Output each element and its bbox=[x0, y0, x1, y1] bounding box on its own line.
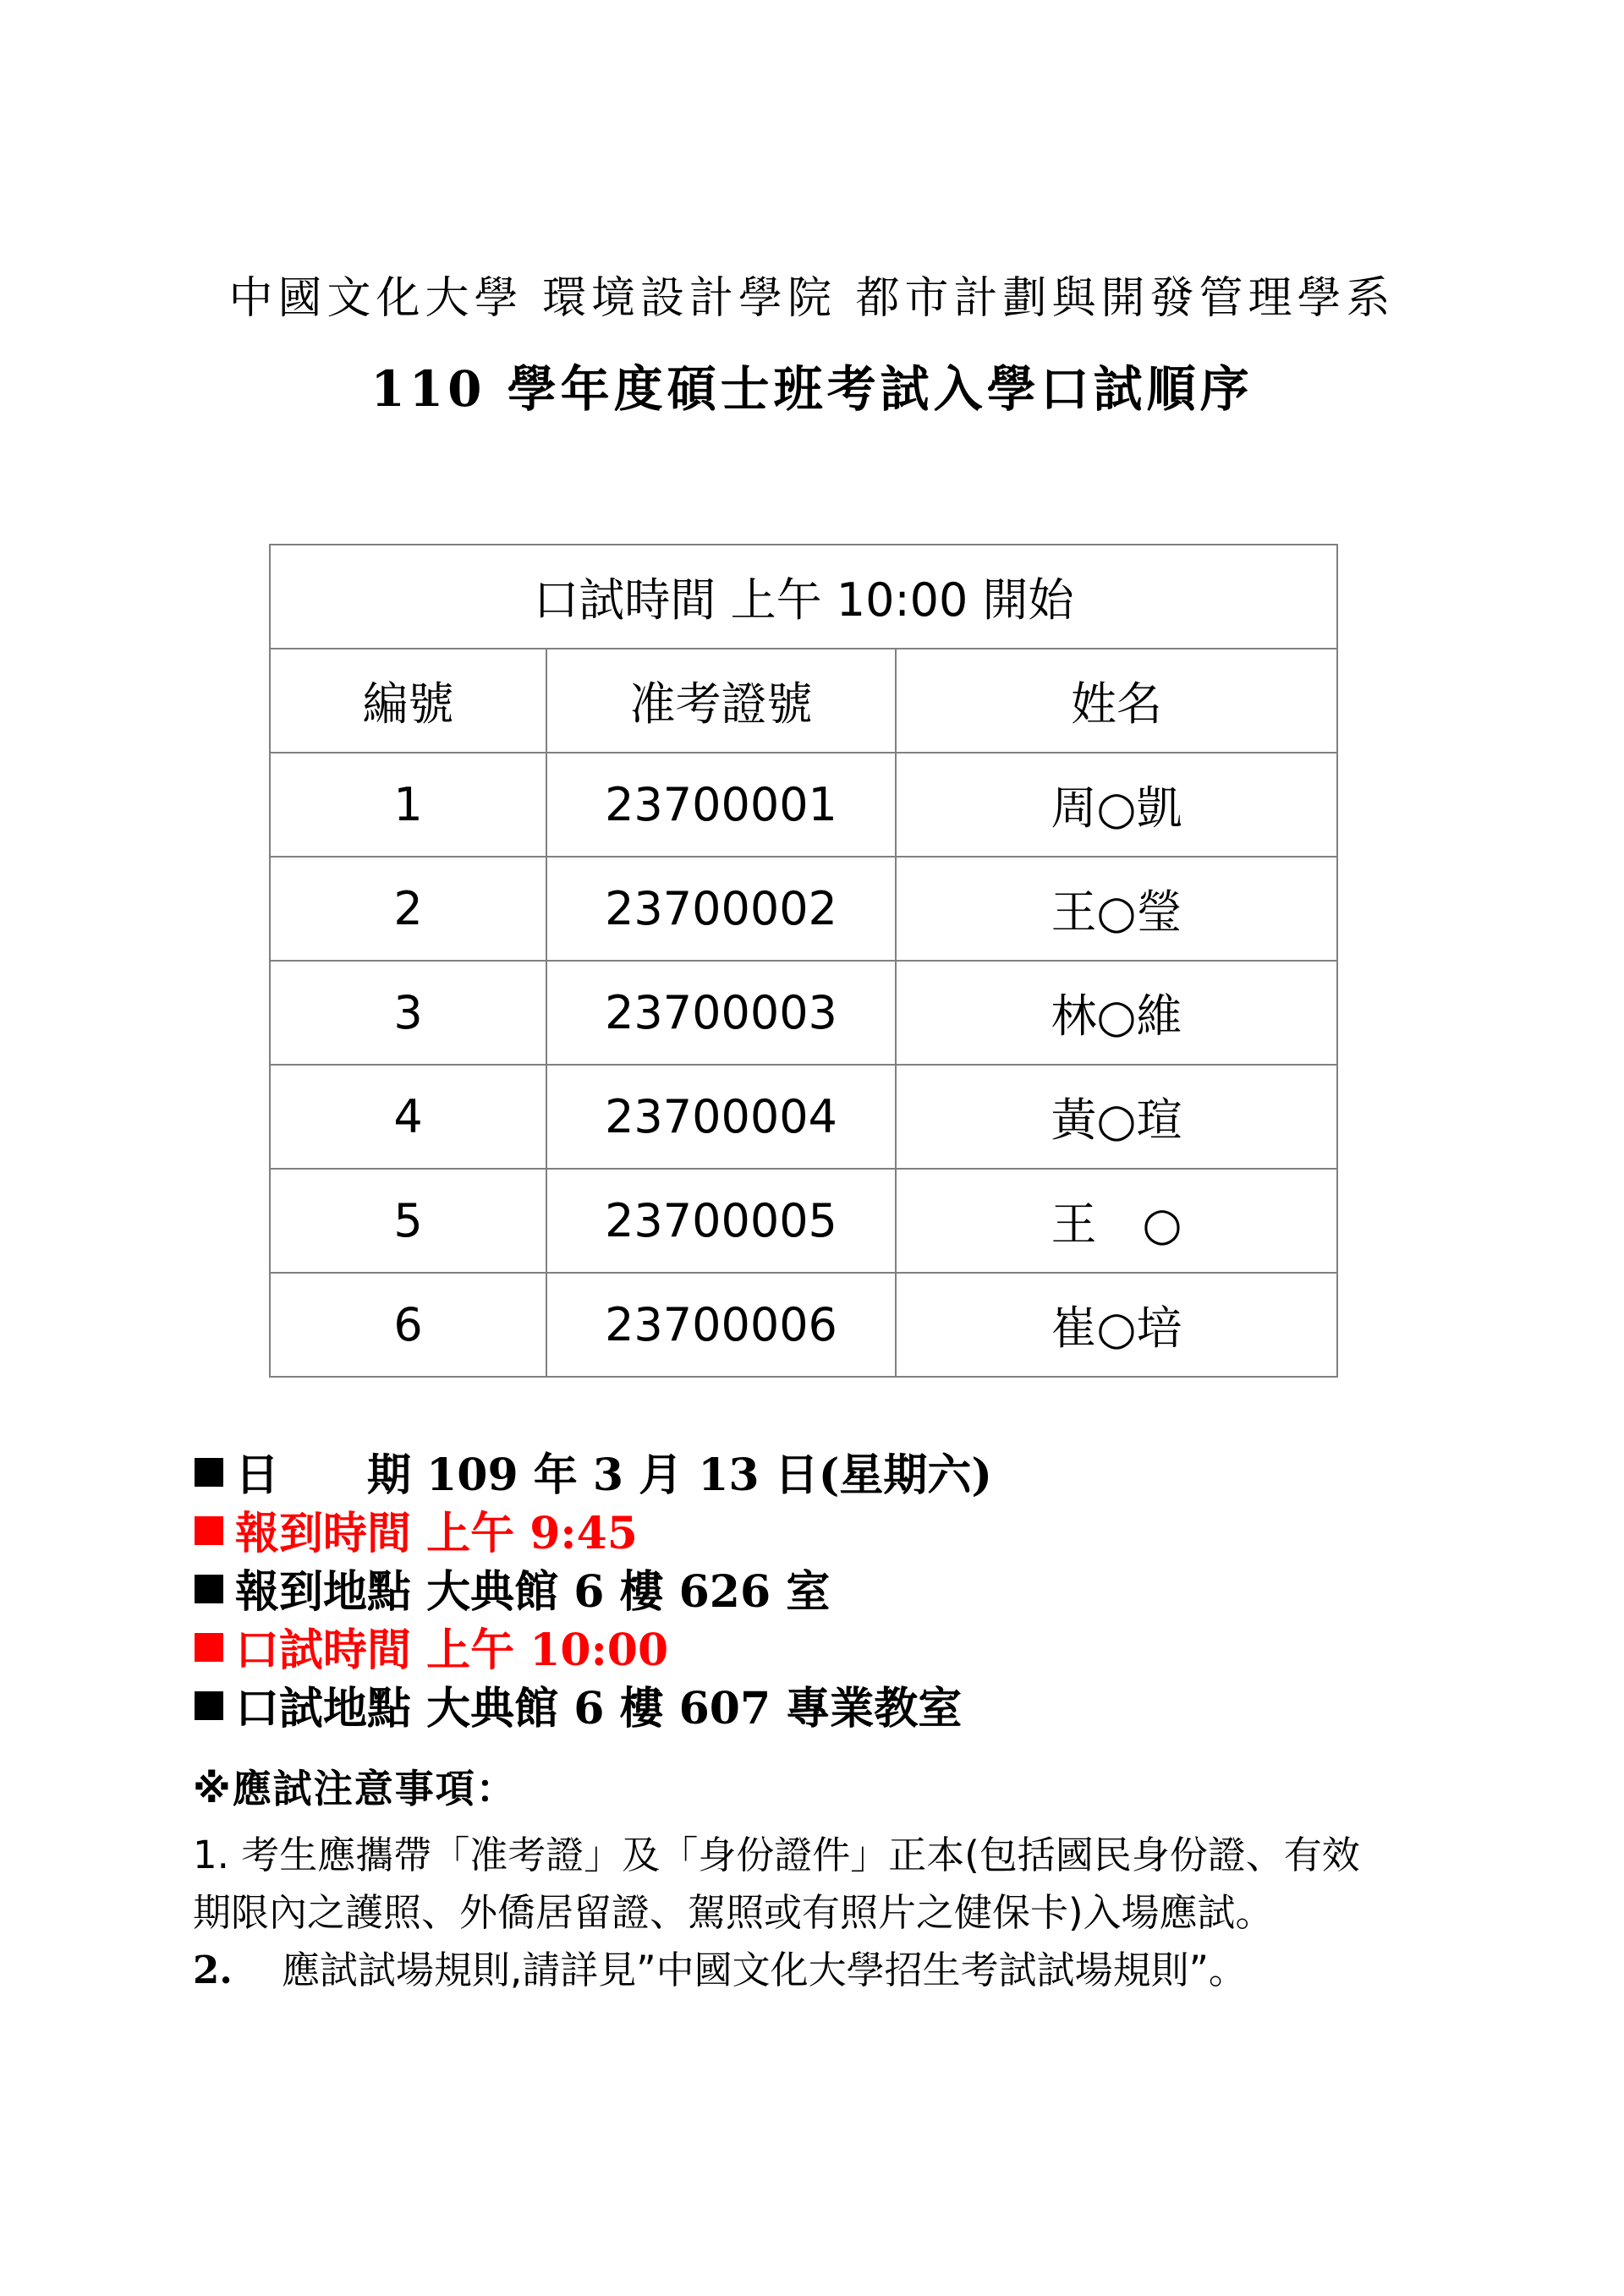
row-name: 林○維 bbox=[896, 961, 1337, 1065]
info-checkin-time-text: 報到時間 上午 9:45 bbox=[235, 1508, 638, 1559]
row-name: 王 ○ bbox=[896, 1169, 1337, 1273]
notes-heading: ※應試注意事項： bbox=[193, 1766, 517, 1811]
row-exam-id: 23700004 bbox=[546, 1065, 896, 1169]
table-header-row bbox=[270, 649, 1337, 753]
table-row bbox=[270, 961, 1337, 1065]
row-name: 王○瑩 bbox=[896, 857, 1337, 961]
square-bullet-icon bbox=[195, 1633, 223, 1662]
row-name: 黃○瑄 bbox=[896, 1065, 1337, 1169]
row-exam-id: 23700001 bbox=[546, 753, 896, 857]
info-exam-time-text: 口試時間 上午 10:00 bbox=[235, 1625, 669, 1676]
info-date-text: 日 期 109 年 3 月 13 日(星期六) bbox=[235, 1449, 992, 1501]
table-row bbox=[270, 1169, 1337, 1273]
row-number: 2 bbox=[270, 857, 546, 961]
note-item-1-line-1: 1. 考生應攜帶「准考證」及「身份證件」正本(包括國民身份證、有效 bbox=[193, 1833, 1360, 1877]
exam-info-list bbox=[195, 1446, 992, 1738]
info-checkin-place-text: 報到地點 大典館 6 樓 626 室 bbox=[235, 1566, 831, 1618]
square-bullet-icon bbox=[195, 1458, 223, 1487]
square-bullet-icon bbox=[195, 1516, 223, 1545]
table-row bbox=[270, 857, 1337, 961]
row-name: 崔○培 bbox=[896, 1273, 1337, 1377]
table-title: 口試時間 上午 10:00 開始 bbox=[270, 545, 1337, 649]
interview-order-table bbox=[269, 544, 1338, 1378]
column-header-number: 編號 bbox=[270, 649, 546, 753]
row-number: 3 bbox=[270, 961, 546, 1065]
info-exam-time bbox=[195, 1621, 992, 1680]
row-exam-id: 23700006 bbox=[546, 1273, 896, 1377]
row-exam-id: 23700002 bbox=[546, 857, 896, 961]
square-bullet-icon bbox=[195, 1575, 223, 1603]
row-number: 5 bbox=[270, 1169, 546, 1273]
table-row bbox=[270, 1065, 1337, 1169]
info-checkin-place bbox=[195, 1563, 992, 1621]
table-title-row bbox=[270, 545, 1337, 649]
table-row bbox=[270, 1273, 1337, 1377]
column-header-name: 姓名 bbox=[896, 649, 1337, 753]
column-header-exam-id: 准考證號 bbox=[546, 649, 896, 753]
row-number: 6 bbox=[270, 1273, 546, 1377]
note-item-2-number: 2. bbox=[193, 1948, 233, 1992]
square-bullet-icon bbox=[195, 1691, 223, 1720]
note-item-2 bbox=[193, 1942, 1512, 1999]
row-number: 1 bbox=[270, 753, 546, 857]
row-exam-id: 23700005 bbox=[546, 1169, 896, 1273]
document-title: 110 學年度碩士班考試入學口試順序 bbox=[370, 360, 1254, 418]
info-checkin-time bbox=[195, 1504, 992, 1563]
note-item-1-line-2: 期限內之護照、外僑居留證、駕照或有照片之健保卡)入場應試。 bbox=[193, 1890, 1274, 1935]
row-exam-id: 23700003 bbox=[546, 961, 896, 1065]
row-name: 周○凱 bbox=[896, 753, 1337, 857]
row-number: 4 bbox=[270, 1065, 546, 1169]
info-exam-place bbox=[195, 1680, 992, 1738]
info-date bbox=[195, 1446, 992, 1504]
note-item-2-text: 應試試場規則,請詳見”中國文化大學招生考試試場規則”。 bbox=[282, 1948, 1247, 1992]
info-exam-place-text: 口試地點 大典館 6 樓 607 專業教室 bbox=[235, 1683, 963, 1734]
table-row bbox=[270, 753, 1337, 857]
notes-list bbox=[193, 1827, 1512, 1999]
department-heading: 中國文化大學 環境設計學院 都市計劃與開發管理學系 bbox=[228, 273, 1396, 324]
